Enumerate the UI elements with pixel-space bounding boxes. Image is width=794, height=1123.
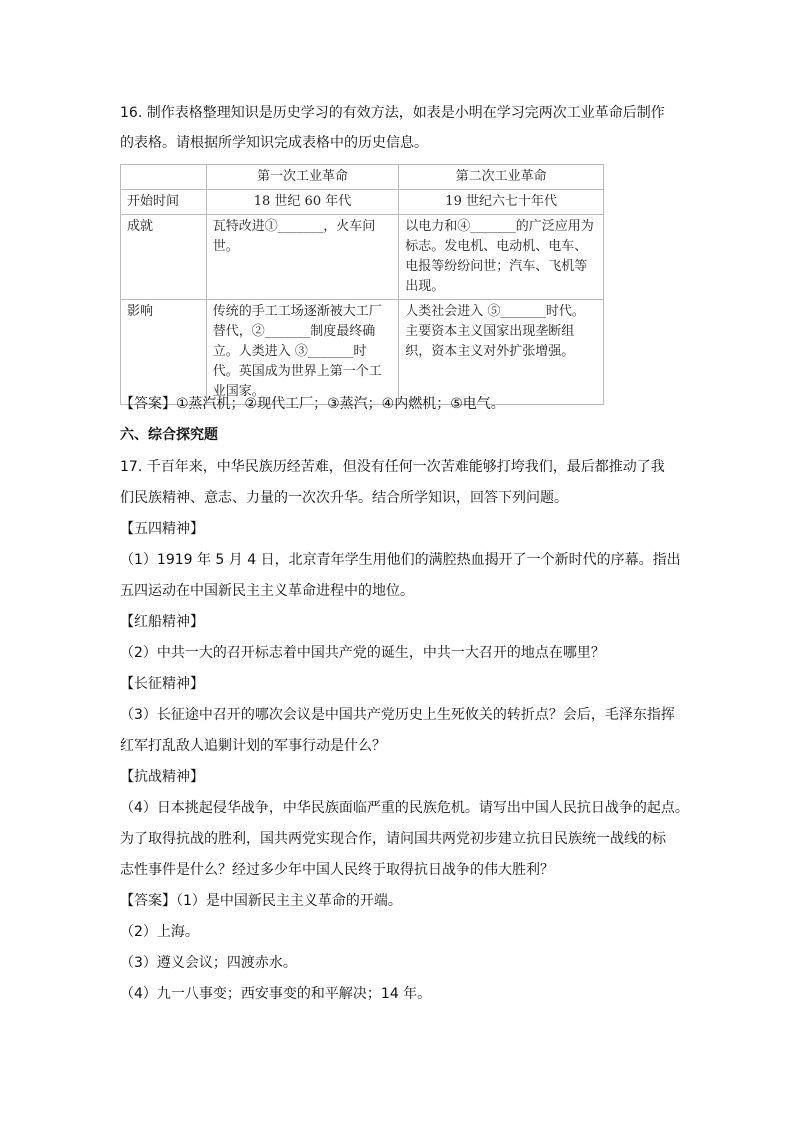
table-row: [121, 300, 604, 405]
heading-red-boat: 【红船精神】: [120, 614, 204, 630]
q17-intro-2: 们民族精神、意志、力量的一次次升华。结合所学知识，回答下列问题。: [120, 490, 568, 506]
row-label-impact: 影响: [121, 300, 207, 405]
cell-second-impact: 人类社会进入 ⑤_______时代。主要资本主义国家出现垄断组织，资本主义对外扩张增强。: [399, 300, 604, 405]
q17-answer-1: 【答案】（1）是中国新民主主义革命的开端。: [120, 893, 402, 909]
q17-part4-line2: 为了取得抗战的胜利，国共两党实现合作，请问国共两党初步建立抗日民族统一战线的标: [120, 831, 666, 847]
cell-second-start: 19 世纪六七十年代: [399, 190, 604, 215]
q17-part4-line1: （4）日本挑起侵华战争，中华民族面临严重的民族危机。请写出中国人民抗日战争的起点。: [120, 800, 689, 816]
section-title: 六、综合探究题: [120, 427, 218, 443]
heading-may-fourth: 【五四精神】: [120, 521, 204, 537]
table-header-row: [121, 165, 604, 190]
table-row: [121, 215, 604, 300]
row-label-start: 开始时间: [121, 190, 207, 215]
q17-answer-2: （2）上海。: [120, 924, 199, 940]
q16-answer: 【答案】①蒸汽机；②现代工厂；③蒸汽；④内燃机；⑤电气。: [120, 396, 505, 412]
q16-line-1: 16. 制作表格整理知识是历史学习的有效方法，如表是小明在学习完两次工业革命后制作: [120, 105, 665, 121]
q17-part3-line1: （3）长征途中召开的哪次会议是中国共产党历史上生死攸关的转折点？会后，毛泽东指挥: [120, 707, 675, 723]
q17-part4-line3: 志性事件是什么？经过多少年中国人民终于取得抗日战争的伟大胜利？: [120, 862, 554, 878]
header-cell-first: 第一次工业革命: [206, 165, 399, 190]
q17-part3-line2: 红军打乱敌人追剿计划的军事行动是什么？: [120, 738, 386, 754]
cell-first-start: 18 世纪 60 年代: [206, 190, 399, 215]
heading-long-march: 【长征精神】: [120, 676, 204, 692]
heading-anti-japanese: 【抗战精神】: [120, 769, 204, 785]
industrial-revolution-table: [120, 164, 604, 405]
q17-part1-line1: （1）1919 年 5 月 4 日，北京青年学生用他们的满腔热血揭开了一个新时代的序幕。指出: [120, 552, 681, 568]
q17-part2: （2）中共一大的召开标志着中国共产党的诞生，中共一大召开的地点在哪里？: [120, 645, 605, 661]
q17-answer-4: （4）九一八事变；西安事变的和平解决；14 年。: [120, 986, 432, 1002]
q17-answer-3: （3）遵义会议；四渡赤水。: [120, 955, 297, 971]
cell-first-achievement: 瓦特改进①_______，火车问世。: [206, 215, 399, 300]
cell-second-achievement: 以电力和④_______的广泛应用为标志。发电机、电动机、电车、电报等纷纷问世；汽车、飞机等出现。: [399, 215, 604, 300]
q17-part1-line2: 五四运动在中国新民主主义革命进程中的地位。: [120, 583, 414, 599]
row-label-achievement: 成就: [121, 215, 207, 300]
header-cell-empty: [121, 165, 207, 190]
header-cell-second: 第二次工业革命: [399, 165, 604, 190]
q16-line-2: 的表格。请根据所学知识完成表格中的历史信息。: [120, 135, 428, 151]
cell-first-impact: 传统的手工工场逐渐被大工厂替代，②_______制度最终确立。人类进入 ③_______时代。英国成为世界上第一个工业国家。: [206, 300, 399, 405]
q17-intro-1: 17. 千百年来，中华民族历经苦难，但没有任何一次苦难能够打垮我们，最后都推动了我: [120, 459, 665, 475]
table-row: [121, 190, 604, 215]
